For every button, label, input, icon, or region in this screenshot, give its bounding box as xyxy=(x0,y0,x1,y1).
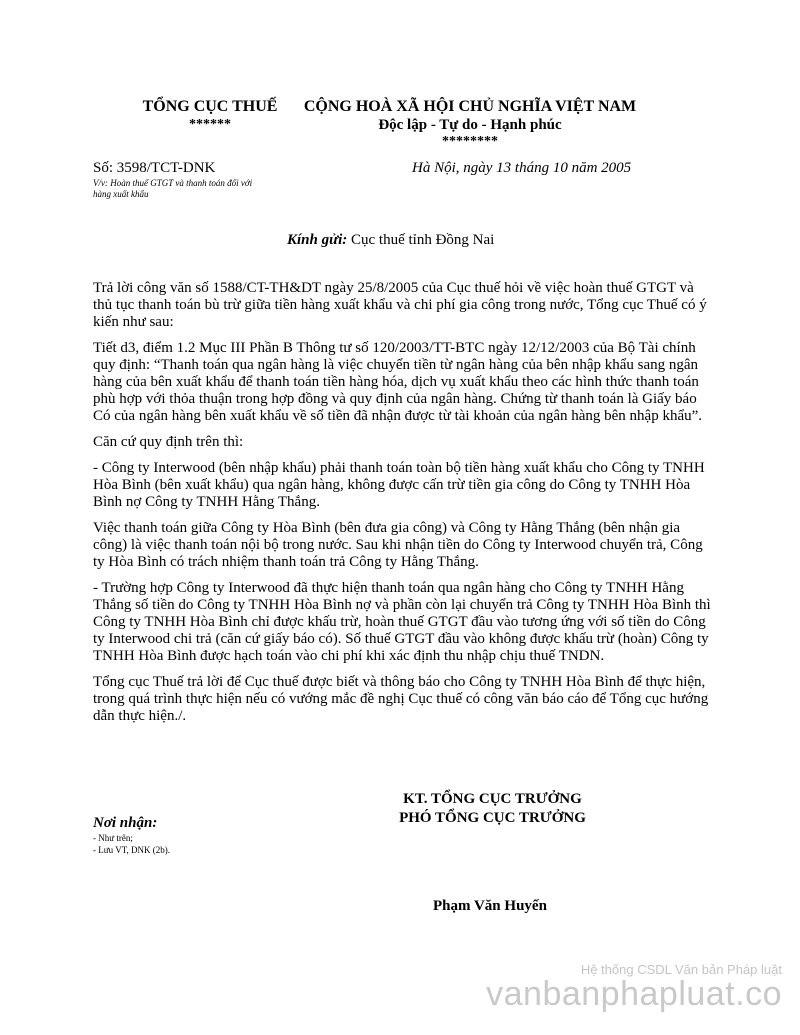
letter-body xyxy=(93,280,713,734)
national-motto: Độc lập - Tự do - Hạnh phúc xyxy=(378,117,562,133)
watermark-caption: Hệ thống CSDL Văn bản Pháp luật xyxy=(580,962,782,977)
recipients-block xyxy=(93,815,170,856)
body-paragraph-1: Trả lời công văn số 1588/CT-TH&DT ngày 25/8/2005 của Cục thuế hỏi về việc hoàn thuế GTGT và thủ tục thanh toán bù trừ giữa tiền hàng xuất khẩu và chi phí gia công trong nước, Tổng cục Thuế có ý kiến như sau: xyxy=(93,280,707,330)
signature-block xyxy=(360,790,625,828)
issuing-agency-name: TỔNG CỤC THUẾ xyxy=(142,98,278,115)
recipient-label: Kính gửi: xyxy=(287,232,348,248)
body-paragraph-7: Tổng cục Thuế trả lời để Cục thuế được biết và thông báo cho Công ty TNHH Hòa Bình để thực hiện, trong quá trình thực hiện nếu có vướng mắc đề nghị Cục thuế có công văn báo cáo để Tổng cục hướng dẫn thực hiện./. xyxy=(93,674,709,724)
nation-name: CỘNG HOÀ XÃ HỘI CHỦ NGHĨA VIỆT NAM xyxy=(303,98,637,115)
body-paragraph-4: - Công ty Interwood (bên nhập khẩu) phải thanh toán toàn bộ tiền hàng xuất khẩu cho Công ty TNHH Hòa Bình (bên xuất khẩu) qua ngân hàng, không được cấn trừ tiền gia công do Công ty TNHH Hòa Bình nợ Công ty TNHH Hằng Thắng. xyxy=(93,460,705,510)
body-paragraph-2: Tiết d3, điểm 1.2 Mục III Phần B Thông tư số 120/2003/TT-BTC ngày 12/12/2003 của Bộ Tài chính quy định: “Thanh toán qua ngân hàng là việc chuyển tiền từ ngân hàng của bên nhập khẩu sang ngân hàng của bên xuất khẩu để thanh toán tiền hàng hóa, dịch vụ xuất khẩu theo các hình thức thanh toán phù hợp với thỏa thuận trong hợp đồng và quy định của ngân hàng. Chứng từ thanh toán là Giấy báo Có của ngân hàng bên xuất khẩu về số tiền đã nhận được từ tài khoản của ngân hàng bên nhập khẩu”. xyxy=(93,340,703,424)
recipient-line xyxy=(287,232,494,249)
recipient-item: - Lưu VT, DNK (2b). xyxy=(93,845,171,855)
signer-name: Phạm Văn Huyến xyxy=(433,898,547,914)
watermark-site: vanbanphapluat.co xyxy=(486,975,782,1013)
agency-stars: ****** xyxy=(189,117,231,132)
nation-stars: ******** xyxy=(442,134,498,149)
signature-title-1: KT. TỔNG CỤC TRƯỞNG xyxy=(403,791,582,807)
document-number: Số: 3598/TCT-DNK xyxy=(93,160,216,176)
subject-line-2: hàng xuất khẩu xyxy=(93,189,149,199)
signature-title-2: PHÓ TỔNG CỤC TRƯỞNG xyxy=(399,810,586,826)
recipient-name: Cục thuế tỉnh Đồng Nai xyxy=(351,232,495,248)
subject-line-1: V/v: Hoàn thuế GTGT và thanh toán đối với xyxy=(93,178,253,188)
national-heading-block xyxy=(300,98,640,150)
body-paragraph-6: - Trường hợp Công ty Interwood đã thực hiện thanh toán qua ngân hàng cho Công ty TNHH Hằng Thắng số tiền do Công ty TNHH Hòa Bình nợ và phần còn lại chuyển trả Công ty TNHH Hòa Bình thì Công ty TNHH Hòa Bình chỉ được khấu trừ, hoàn thuế GTGT đầu vào tương ứng với số tiền do Công ty Interwood chi trả (căn cứ giấy báo có). Số thuế GTGT đầu vào không được khấu trừ (hoàn) Công ty TNHH Hòa Bình được hạch toán vào chi phí khi xác định thu nhập chịu thuế TNDN. xyxy=(93,580,711,664)
recipient-item: - Như trên; xyxy=(93,833,133,843)
body-paragraph-5: Việc thanh toán giữa Công ty Hòa Bình (bên đưa gia công) và Công ty Hằng Thắng (bên nhận gia công) là việc thanh toán nội bộ trong nước. Sau khi nhận tiền do Công ty Interwood chuyển trả, Công ty Hòa Bình có trách nhiệm thanh toán trả Công ty Hằng Thắng. xyxy=(93,520,703,570)
body-paragraph-3: Căn cứ quy định trên thì: xyxy=(93,434,244,450)
document-subject xyxy=(93,178,293,200)
document-date: Hà Nội, ngày 13 tháng 10 năm 2005 xyxy=(412,160,632,176)
recipients-title: Nơi nhận: xyxy=(93,815,158,831)
issuing-agency-block xyxy=(110,98,310,133)
